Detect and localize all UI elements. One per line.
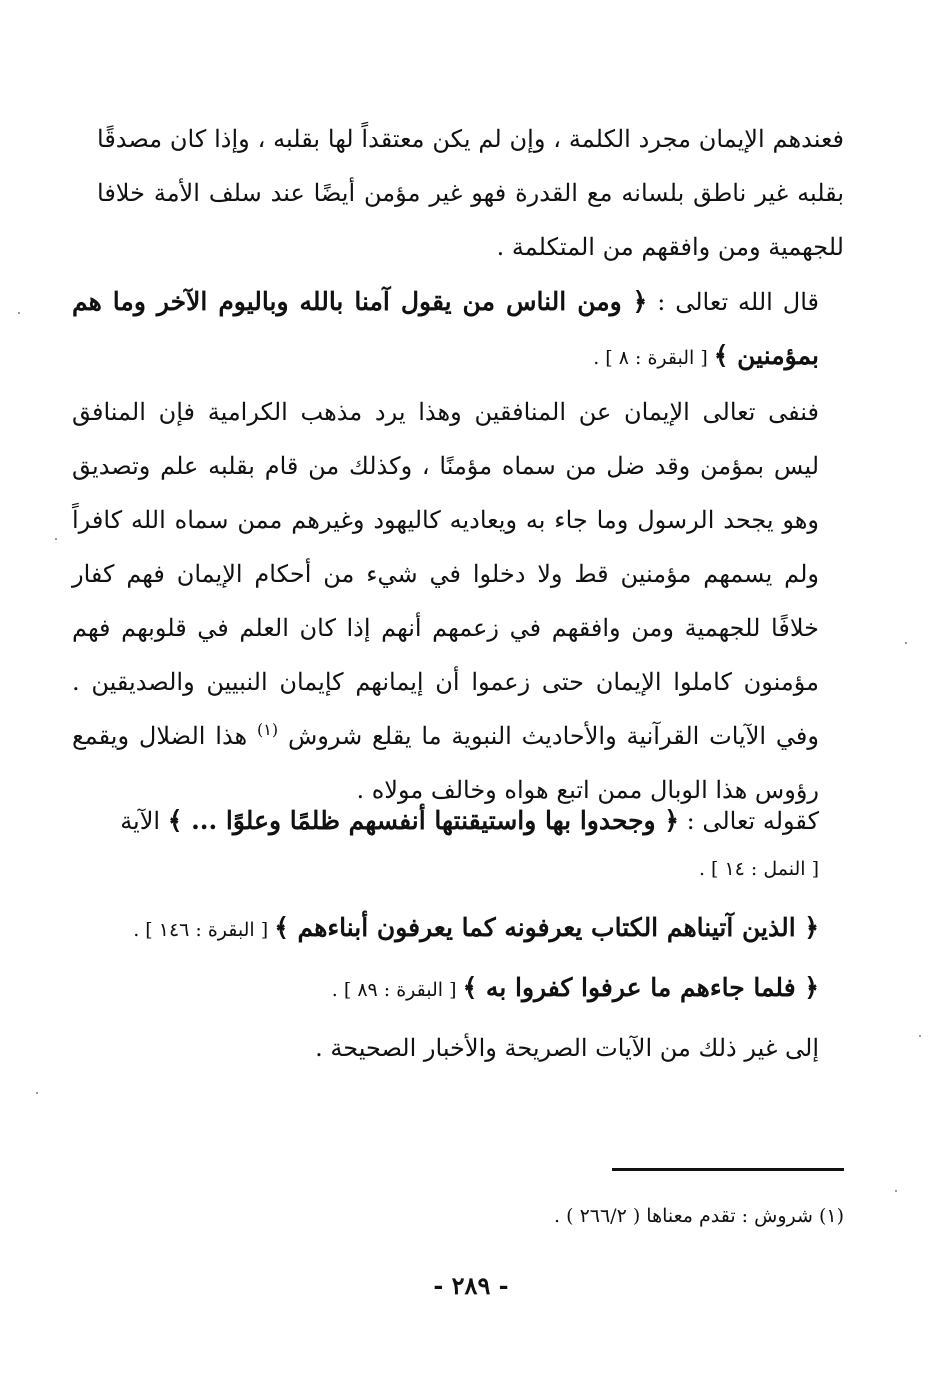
verse-reference: [ البقرة : ٨ ] . [593, 347, 714, 369]
verse-reference: [ النمل : ١٤ ] . [698, 858, 819, 880]
paragraph-text-continued: هذا الضلال ويقمع رؤوس هذا الوبال ممن اتبع هواه وخالف مولاه . [72, 722, 819, 804]
scan-speck [919, 1035, 921, 1037]
footnote-number: (١) [818, 1205, 844, 1227]
paragraph-jahmiyya-definition [97, 112, 844, 274]
verse-reference: [ البقرة : ٨٩ ] . [331, 979, 463, 1001]
paragraph-text: إلى غير ذلك من الآيات الصريحة والأخبار الصحيحة . [315, 1034, 819, 1062]
scan-speck [18, 312, 20, 314]
paragraph-munafiqin [72, 385, 844, 817]
paragraph-naml-14 [72, 798, 844, 892]
scan-speck [905, 642, 907, 644]
quran-verse: ﴿ ومن الناس من يقول آمنا بالله وباليوم الآخر وما هم بمؤمنين ﴾ [72, 287, 819, 370]
quote-intro: كقوله تعالى : [678, 807, 819, 835]
footnote-reference: (١) [257, 720, 279, 739]
paragraph-baqarah-8 [72, 275, 844, 385]
quote-intro: قال الله تعالى : [647, 288, 819, 316]
scan-speck [895, 1190, 897, 1192]
paragraph-baqarah-146 [72, 905, 844, 953]
footnote-text: شروش : تقدم معناها ( ٢٦٦/٢ ) . [554, 1205, 819, 1227]
paragraph-text: فعندهم الإيمان مجرد الكلمة ، وإن لم يكن معتقداً لها بقلبه ، وإذا كان مصدقًا بقلبه غير ناطق بلسانه مع القدرة فهو غير مؤمن أيضًا عند سلف الأمة خلافا للجهمية ومن وافقهم من المتكلمة . [97, 125, 844, 261]
quran-verse: ﴿ فلما جاءهم ما عرفوا كفروا به ﴾ [462, 973, 819, 1002]
scan-speck [36, 1092, 38, 1094]
page-number: - ٢٨٩ - [433, 1271, 509, 1300]
paragraph-conclusion [72, 1025, 844, 1071]
quran-verse: ﴿ الذين آتيناهم الكتاب يعرفونه كما يعرفون أبناءهم ﴾ [274, 913, 819, 942]
scan-speck [55, 538, 57, 540]
paragraph-text: فنفى تعالى الإيمان عن المنافقين وهذا يرد مذهب الكرامية فإن المنافق ليس بمؤمن وقد ضل من سماه مؤمنًا ، وكذلك من قام بقلبه علم وتصديق وهو يجحد الرسول وما جاء به ويعاديه كاليهود وغيرهم ممن سماه الله كافراً ولم يسمهم مؤمنين قط ولا دخلوا في شيء من أحكام الإيمان فهم كفار خلافًا للجهمية ومن وافقهم في زعمهم أنهم إذا كان العلم في قلوبهم فهم مؤمنون كاملوا الإيمان حتى زعموا أن إيمانهم كإيمان النبيين والصديقين . وفي الآيات القرآنية والأحاديث النبوية ما يقلع شروش [72, 398, 819, 750]
paragraph-baqarah-89 [72, 965, 844, 1013]
quran-verse: ﴿ وجحدوا بها واستيقنتها أنفسهم ظلمًا وعلوًا ... ﴾ [167, 806, 679, 835]
verse-tail: الآية [120, 807, 168, 835]
footnote-divider [612, 1168, 844, 1171]
verse-reference: [ البقرة : ١٤٦ ] . [133, 919, 275, 941]
footnote [554, 1200, 844, 1232]
